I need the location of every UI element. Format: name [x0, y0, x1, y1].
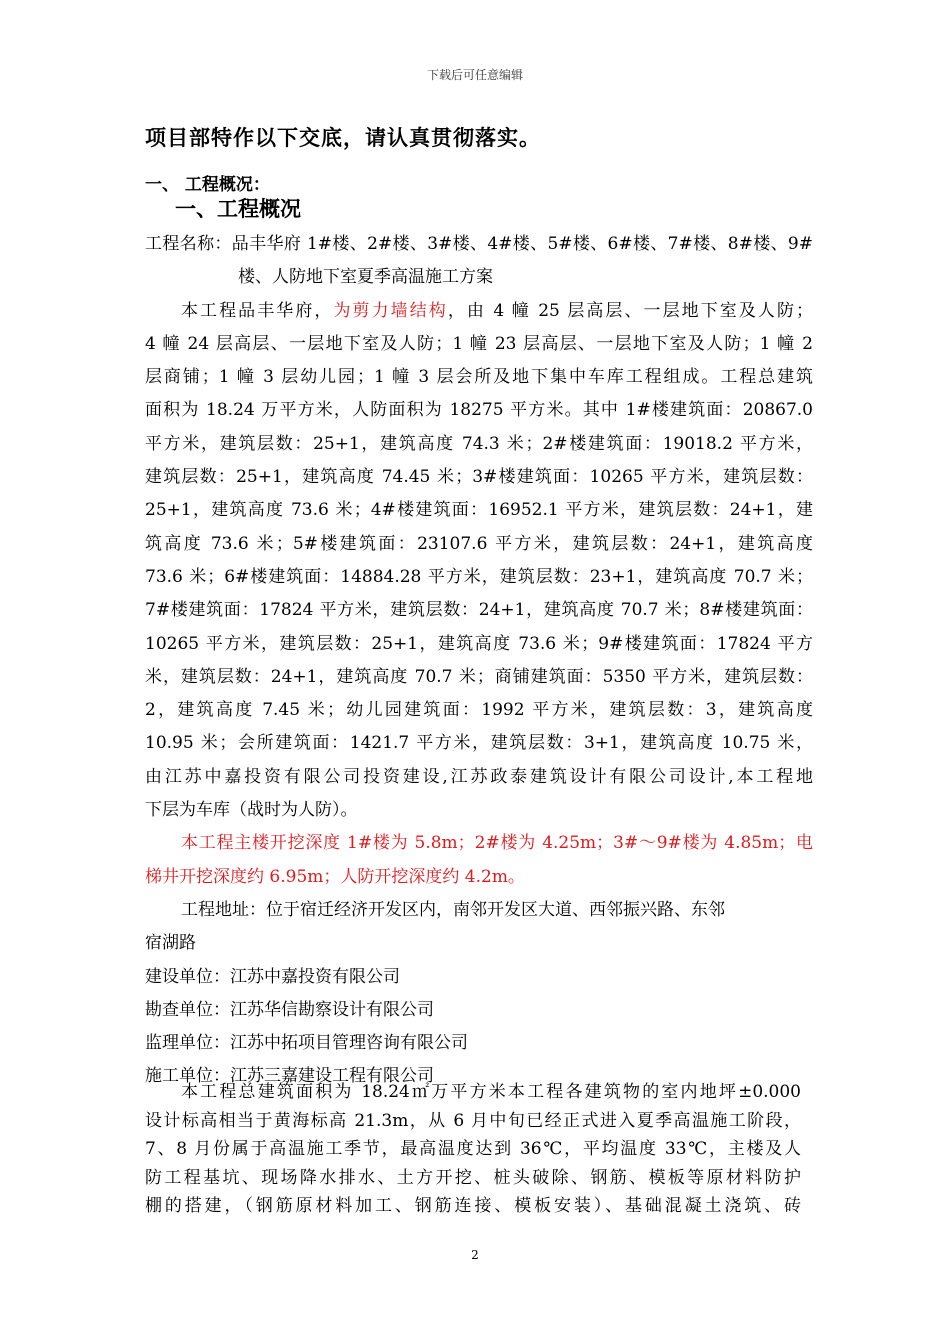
- text-run: ，由 4 幢 25 层高层、一层地下室及人防；: [447, 300, 813, 321]
- paragraph-line: 棚的搭建，（钢筋原材料加工、钢筋连接、模板安装）、基础混凝土浇筑、砖: [145, 1196, 801, 1216]
- project-address-line: 宿湖路: [145, 933, 196, 954]
- paragraph-line: 本工程总建筑面积为 18.24㎡万平方米本工程各建筑物的室内地坪±0.000: [181, 1082, 801, 1102]
- construction-unit: 建设单位：江苏中嘉投资有限公司: [145, 966, 400, 987]
- project-address-line: 工程地址：位于宿迁经济开发区内，南邻开发区大道、西邻振兴路、东邻: [181, 899, 725, 920]
- text-run: 本工程品丰华府，: [181, 300, 334, 321]
- page-number: 2: [471, 1248, 479, 1262]
- supervision-unit: 监理单位：江苏中拓项目管理咨询有限公司: [145, 1033, 468, 1054]
- paragraph-line: 7、8 月份属于高温施工季节，最高温度达到 36℃，平均温度 33℃，主楼及人: [145, 1139, 801, 1159]
- paragraph-line: 设计标高相当于黄海标高 21.3m，从 6 月中旬已经正式进入夏季高温施工阶段，: [145, 1110, 801, 1131]
- page-header: 下载后可任意编辑: [426, 68, 523, 82]
- paragraph-line: 平方米，建筑层数：25+1，建筑高度 74.3 米；2#楼建筑面：19018.2 平方米，: [145, 433, 813, 454]
- section-heading-large: 一、工程概况: [175, 197, 301, 221]
- paragraph-line: [145, 295, 813, 328]
- paragraph-line: 73.6 米；6#楼建筑面：14884.28 平方米，建筑层数：23+1，建筑高度 70.7 米；: [145, 566, 813, 587]
- intro-statement: 项目部特作以下交底，请认真贯彻落实。: [145, 126, 541, 150]
- project-name-line: 楼、人防地下室夏季高温施工方案: [238, 267, 493, 288]
- builder-unit: 施工单位：江苏三嘉建设工程有限公司: [145, 1066, 434, 1087]
- paragraph-line: 防工程基坑、现场降水排水、土方开挖、桩头破除、钢筋、模板等原材料防护: [145, 1167, 801, 1188]
- survey-unit: 勘查单位：江苏华信勘察设计有限公司: [145, 999, 434, 1020]
- paragraph-line: 下层为车库（战时为人防）。: [145, 800, 358, 821]
- excavation-depth-line: 本工程主楼开挖深度 1#楼为 5.8m；2#楼为 4.25m；3#～9#楼为 4.85m；电: [181, 833, 813, 854]
- project-name-line: 工程名称：品丰华府 1#楼、2#楼、3#楼、4#楼、5#楼、6#楼、7#楼、8#楼、9#: [145, 234, 813, 254]
- paragraph-line: 建筑层数：25+1，建筑高度 74.45 米；3#楼建筑面：10265 平方米，建筑层数：: [145, 467, 813, 488]
- excavation-depth-line: 梯井开挖深度约 6.95m；人防开挖深度约 4.2m。: [145, 866, 525, 887]
- paragraph-line: 4 幢 24 层高层、一层地下室及人防；1 幢 23 层高层、一层地下室及人防；1 幢 2: [145, 333, 813, 354]
- section-heading-small: 一、 工程概况：: [145, 175, 270, 195]
- paragraph-line: 10265 平方米，建筑层数：25+1，建筑高度 73.6 米；9#楼建筑面：17824 平方: [145, 633, 813, 654]
- overview-body: [145, 228, 813, 1094]
- summer-construction-paragraph: [145, 1078, 801, 1221]
- highlight-structure: 为剪力墙结构: [333, 300, 448, 321]
- paragraph-line: 10.95 米；会所建筑面：1421.7 平方米，建筑层数：3+1，建筑高度 10.75 米，: [145, 733, 813, 754]
- paragraph-line: 由江苏中嘉投资有限公司投资建设,江苏政泰建筑设计有限公司设计,本工程地: [145, 766, 813, 787]
- paragraph-line: 层商铺；1 幢 3 层幼儿园；1 幢 3 层会所及地下集中车库工程组成。工程总建筑: [145, 367, 813, 388]
- paragraph-line: 2，建筑高度 7.45 米；幼儿园建筑面：1992 平方米，建筑层数：3，建筑高度: [145, 700, 813, 721]
- paragraph-line: 筑高度 73.6 米；5#楼建筑面：23107.6 平方米，建筑层数：24+1，建筑高度: [145, 533, 813, 554]
- paragraph-line: 25+1，建筑高度 73.6 米；4#楼建筑面：16952.1 平方米，建筑层数：24+1，建: [145, 500, 813, 521]
- paragraph-line: 面积为 18.24 万平方米，人防面积为 18275 平方米。其中 1#楼建筑面：20867.0: [145, 400, 813, 421]
- paragraph-line: 米，建筑层数：24+1，建筑高度 70.7 米；商铺建筑面：5350 平方米，建筑层数：: [145, 666, 813, 687]
- paragraph-line: 7#楼建筑面：17824 平方米，建筑层数：24+1，建筑高度 70.7 米；8#楼建筑面：: [145, 600, 813, 621]
